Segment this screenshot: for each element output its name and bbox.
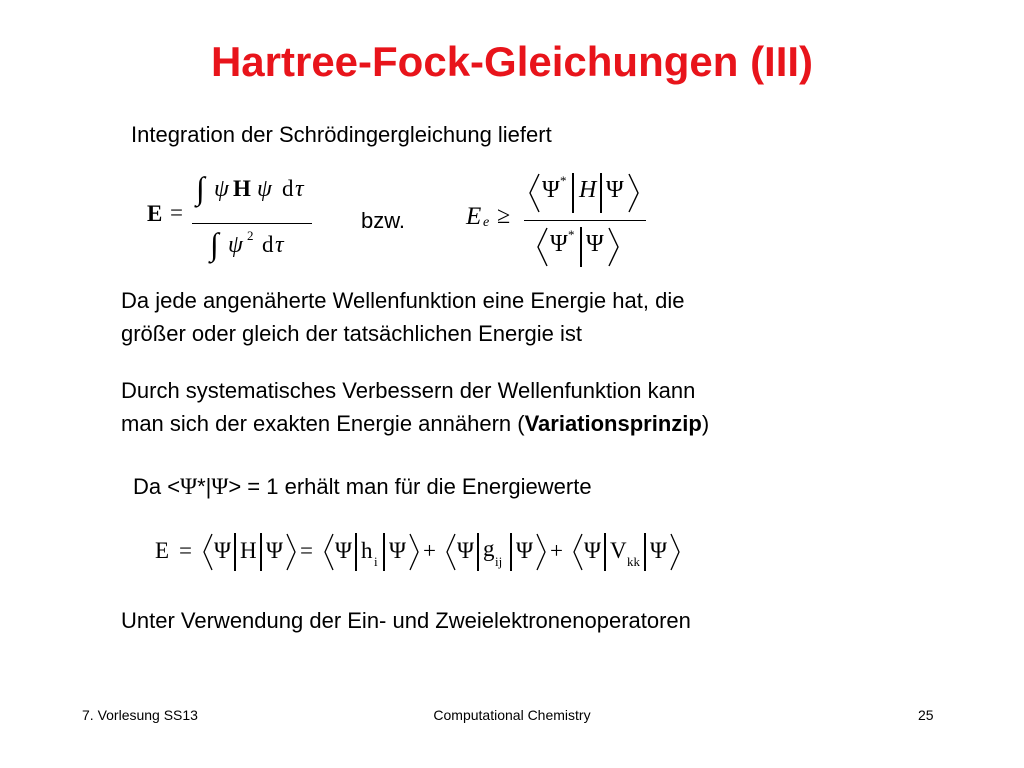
- eq2-num-star: *: [560, 173, 567, 188]
- energy-expectation-equation: [140, 168, 330, 278]
- slide-title: Hartree-Fock-Gleichungen (III): [210, 38, 814, 85]
- eq3-t1-psi-1: Ψ: [214, 538, 231, 563]
- eq2-den-psi-1: Ψ: [550, 231, 568, 257]
- eq1-equals: =: [170, 200, 183, 225]
- operators-text: Unter Verwendung der Ein- und Zweielektronenoperatoren: [121, 608, 691, 633]
- eq3-t4-V: V: [610, 538, 627, 563]
- eq1-square: 2: [247, 228, 254, 243]
- eq2-sub-e: e: [483, 215, 490, 230]
- eq2-num-H: H: [579, 177, 597, 203]
- eq3-t1-psi-2: Ψ: [266, 538, 283, 563]
- eq3-t4-psi-1: Ψ: [584, 538, 601, 563]
- eq1-fraction-bar: [192, 223, 312, 224]
- paragraph-approx-energy-line-2: größer oder gleich der tatsächlichen Energie ist: [121, 321, 583, 346]
- eq2-num-left-angle: [528, 173, 540, 213]
- eq3-t3-g: g: [483, 536, 495, 561]
- eq3-t1-left-angle: [202, 533, 213, 571]
- eq3-E: E: [155, 538, 170, 563]
- eq3-t2-sub-i: i: [374, 554, 378, 569]
- variation-line-2-post: ): [701, 411, 710, 436]
- eq2-num-bar-1: [572, 173, 574, 213]
- eq3-t2-psi-2: Ψ: [389, 538, 406, 563]
- eq1-psi-1: ψ: [214, 176, 229, 202]
- eq3-plus-2: +: [550, 538, 563, 563]
- variational-inequality: [462, 165, 662, 277]
- eq2-den-left-angle: [536, 227, 548, 267]
- eq3-t2-h: h: [361, 538, 373, 563]
- normalization-text: [133, 470, 592, 503]
- eq1-tau-num: τ: [295, 176, 304, 202]
- norm-mid: *|: [197, 474, 212, 499]
- eq1-tau-den: τ: [275, 232, 284, 258]
- paragraph-variation-principle: [121, 374, 709, 440]
- eq3-t4-left-angle: [572, 533, 583, 571]
- eq3-t2-psi-1: Ψ: [335, 538, 352, 563]
- variation-line-2-pre: man sich der exakten Energie annähern (: [121, 411, 525, 436]
- norm-post: > = 1 erhält man für die Energiewerte: [228, 474, 592, 499]
- eq3-t3-psi-2: Ψ: [516, 538, 533, 563]
- eq3-t2-right-angle: [409, 533, 420, 571]
- eq3-t4-right-angle: [670, 533, 681, 571]
- eq2-den-right-angle: [608, 227, 620, 267]
- eq3-t3-psi-1: Ψ: [457, 538, 474, 563]
- eq3-t4-bar-2: [644, 533, 646, 571]
- eq3-t4-bar-1: [604, 533, 606, 571]
- eq1-lhs: E: [147, 201, 163, 226]
- eq2-num-bar-2: [600, 173, 602, 213]
- eq3-t1-bar-2: [260, 533, 262, 571]
- eq3-plus-1: +: [423, 538, 436, 563]
- eq3-t2-bar-1: [355, 533, 357, 571]
- eq2-num-psi-1: Ψ: [542, 177, 560, 203]
- eq1-hamiltonian: H: [233, 176, 251, 201]
- eq2-den-psi-2: Ψ: [586, 231, 604, 257]
- variationsprinzip-term: Variationsprinzip: [524, 411, 702, 436]
- intro-text: Integration der Schrödingergleichung liefert: [131, 122, 552, 147]
- eq3-t3-bar-1: [477, 533, 479, 571]
- eq2-num-psi-2: Ψ: [606, 177, 624, 203]
- norm-psi-2: Ψ: [211, 474, 229, 499]
- eq3-t3-sub-ij: ij: [495, 554, 503, 569]
- eq3-t1-right-angle: [286, 533, 297, 571]
- eq1-integral-den: ∫: [210, 226, 219, 262]
- eq2-den-star: *: [568, 227, 575, 242]
- eq3-equals-2: =: [300, 538, 313, 563]
- paragraph-approx-energy: [121, 284, 684, 350]
- eq2-fraction-bar: [524, 220, 646, 221]
- eq3-equals-1: =: [179, 538, 192, 563]
- eq3-t2-left-angle: [323, 533, 334, 571]
- eq1-psi-den: ψ: [228, 232, 243, 258]
- norm-psi-1: Ψ: [180, 474, 198, 499]
- eq1-d-num: d: [282, 176, 294, 201]
- eq2-E: E: [466, 203, 482, 230]
- eq3-t1-bar-1: [234, 533, 236, 571]
- bzw-text: bzw.: [361, 208, 406, 233]
- eq2-num-right-angle: [628, 173, 640, 213]
- eq1-integral-num: ∫: [196, 170, 205, 206]
- footer-course: Computational Chemistry: [433, 707, 591, 723]
- eq1-d-den: d: [262, 232, 274, 257]
- paragraph-approx-energy-line-1: Da jede angenäherte Wellenfunktion eine Energie hat, die: [121, 288, 685, 313]
- eq1-psi-2: ψ: [257, 176, 272, 202]
- footer-page-number: 25: [918, 707, 934, 723]
- energy-decomposition-equation: [150, 530, 770, 580]
- eq3-t4-sub-kk: kk: [627, 554, 640, 569]
- eq3-t2-bar-2: [383, 533, 385, 571]
- paragraph-variation-line-1: Durch systematisches Verbessern der Wellenfunktion kann: [121, 378, 696, 403]
- eq3-t3-right-angle: [536, 533, 547, 571]
- eq2-den-bar: [580, 227, 582, 267]
- eq2-geq: ≥: [497, 203, 511, 229]
- paragraph-variation-line-2: [121, 407, 709, 440]
- eq3-t1-H: H: [240, 538, 257, 563]
- footer-lecture: 7. Vorlesung SS13: [82, 707, 198, 723]
- eq3-t3-bar-2: [510, 533, 512, 571]
- eq3-t3-left-angle: [445, 533, 456, 571]
- eq3-t4-psi-2: Ψ: [650, 538, 667, 563]
- norm-pre: Da <: [133, 474, 181, 499]
